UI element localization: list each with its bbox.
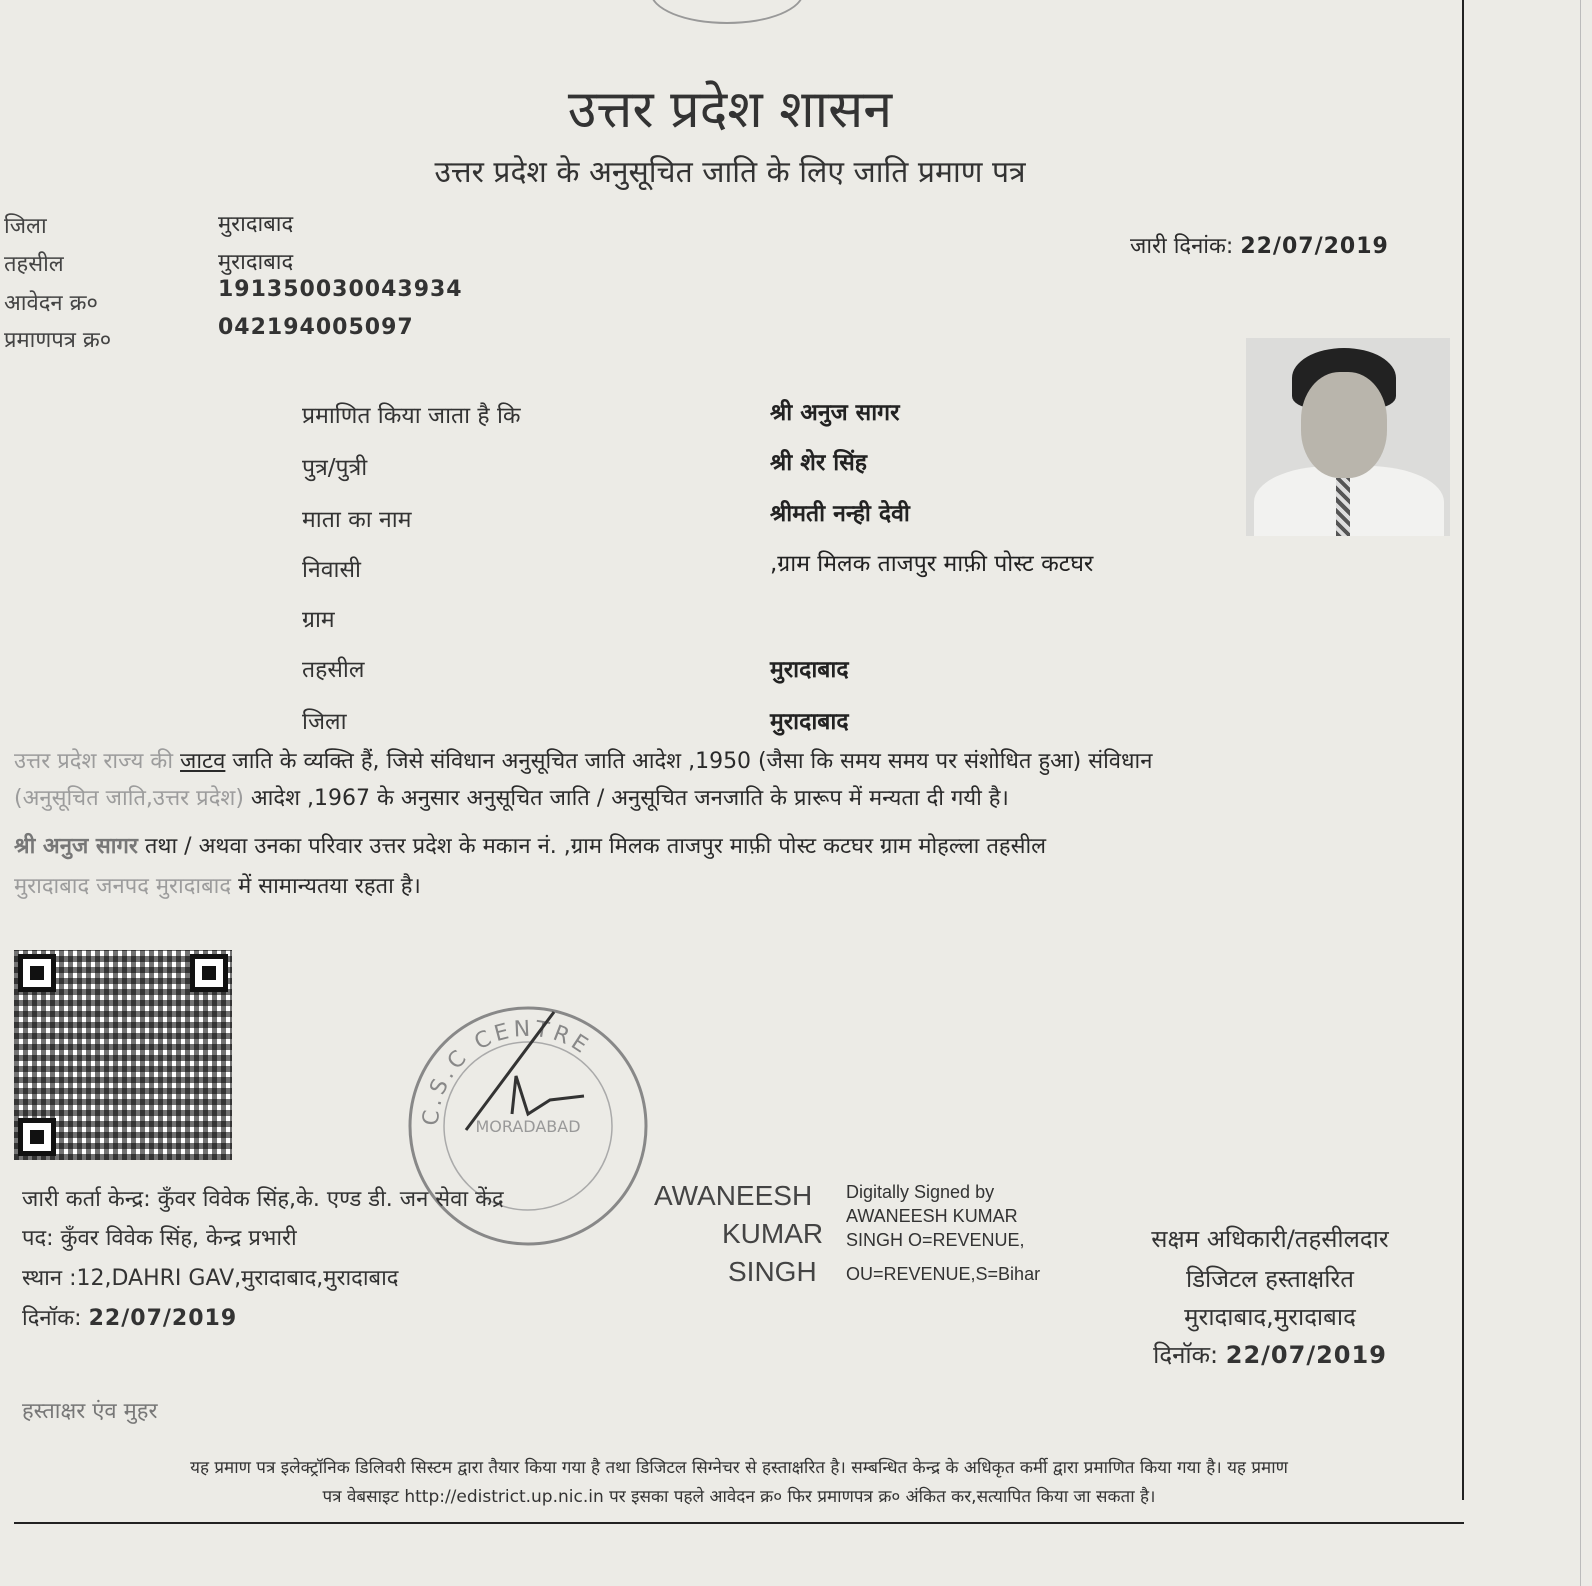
certified-name: श्री अनुज सागर <box>770 400 900 426</box>
authority-date: दिनॉक: 22/07/2019 <box>1153 1341 1387 1369</box>
village-label: ग्राम <box>302 607 335 633</box>
issuer-date: दिनॉक: 22/07/2019 <box>22 1306 238 1331</box>
signature-detail-2: AWANEESH KUMAR <box>846 1206 1018 1226</box>
issuer-place: स्थान :12,DAHRI GAV,मुरादाबाद,मुरादाबाद <box>22 1266 399 1291</box>
caste-name: जाटव <box>180 749 226 774</box>
application-no-value: 191350030043934 <box>218 277 463 302</box>
child-of-label: पुत्र/पुत्री <box>302 455 368 481</box>
document-subtitle: उत्तर प्रदेश के अनुसूचित जाति के लिए जाति प्रमाण पत्र <box>434 155 1026 190</box>
signature-and-stamp: हस्ताक्षर एंव मुहर <box>22 1399 158 1424</box>
applicant-photo <box>1246 338 1450 536</box>
mother-label: माता का नाम <box>302 507 412 533</box>
field-district-value: मुरादाबाद <box>770 709 849 735</box>
signer-name-1: AWANEESH <box>654 1180 813 1211</box>
resident-value: ,ग्राम मिलक ताजपुर माफ़ी पोस्ट कटघर <box>770 551 1094 577</box>
footer-line-2: पत्र वेबसाइट http://edistrict.up.nic.in पर इसका पहले आवेदन क्र० फिर प्रमाणपत्र क्र० अंकित कर,सत्यापित किया जा सकता है। <box>322 1487 1156 1507</box>
declaration-line-2: (अनुसूचित जाति,उत्तर प्रदेश) आदेश ,1967 के अनुसार अनुसूचित जाति / अनुसूचित जनजाति के प्रारूप में मन्यता दी गयी है। <box>14 786 1009 811</box>
signer-name-2: KUMAR <box>722 1218 824 1249</box>
authority-digital: डिजिटल हस्ताक्षरित <box>1186 1265 1354 1293</box>
svg-text:C.S.C CENTRE: C.S.C CENTRE <box>418 1016 596 1127</box>
qr-code <box>14 950 232 1160</box>
declaration-line-3: श्री अनुज सागर तथा / अथवा उनका परिवार उत्तर प्रदेश के मकान नं. ,ग्राम मिलक ताजपुर माफ़ी पोस्ट कटघर ग्राम मोहल्ला तहसील <box>14 834 1047 859</box>
issue-date <box>1130 230 1389 260</box>
signature-detail-4: OU=REVENUE,S=Bihar <box>846 1264 1041 1284</box>
seal-inner-text: MORADABAD <box>475 1117 581 1136</box>
declaration-line-4: मुरादाबाद जनपद मुरादाबाद में सामान्यतया रहता है। <box>14 874 421 899</box>
declaration-line-1: उत्तर प्रदेश राज्य की जाटव जाति के व्यक्ति हैं, जिसे संविधान अनुसूचित जाति आदेश ,1950 (जैसा कि समय समय पर संशोधित हुआ) संविधान <box>14 749 1153 774</box>
authority-title: सक्षम अधिकारी/तहसीलदार <box>1151 1225 1389 1253</box>
border-bottom <box>14 1522 1464 1524</box>
certificate-no-value: 042194005097 <box>218 315 414 340</box>
mother-name: श्रीमती नन्ही देवी <box>770 501 910 527</box>
issue-date-label: जारी दिनांक: <box>1130 234 1234 259</box>
certificate-no-label: प्रमाणपत्र क्र० <box>4 328 112 353</box>
issue-date-value: 22/07/2019 <box>1240 234 1389 259</box>
signature-detail-1: Digitally Signed by <box>846 1182 995 1202</box>
resident-label: निवासी <box>302 557 361 583</box>
issuer-center: जारी कर्ता केन्द्र: कुँवर विवेक सिंह,के. एण्ड डी. जन सेवा केंद्र <box>22 1187 504 1212</box>
issuer-post: पद: कुँवर विवेक सिंह, केन्द्र प्रभारी <box>22 1226 297 1251</box>
certified-label: प्रमाणित किया जाता है कि <box>302 403 521 429</box>
field-tehsil-value: मुरादाबाद <box>770 657 849 683</box>
field-district-label: जिला <box>302 709 347 735</box>
father-name: श्री शेर सिंह <box>770 450 868 476</box>
authority-place: मुरादाबाद,मुरादाबाद <box>1184 1303 1356 1331</box>
tehsil-value: मुरादाबाद <box>218 250 294 275</box>
application-no-label: आवेदन क्र० <box>4 291 98 316</box>
district-label: जिला <box>4 214 47 239</box>
top-seal-fragment <box>650 0 804 24</box>
district-value: मुरादाबाद <box>218 212 294 237</box>
signature-detail-3: SINGH O=REVENUE, <box>846 1230 1025 1250</box>
field-tehsil-label: तहसील <box>302 657 365 683</box>
tehsil-label: तहसील <box>4 252 64 277</box>
scan-edge <box>1580 0 1581 1586</box>
footer-line-1: यह प्रमाण पत्र इलेक्ट्रॉनिक डिलिवरी सिस्टम द्वारा तैयार किया गया है तथा डिजिटल सिग्नेचर से हस्ताक्षरित है। सम्बन्धित केन्द्र के अधिकृत कर्मी द्वारा प्रमाणित किया गया है। यह प्रमाण <box>190 1458 1288 1478</box>
signer-name-3: SINGH <box>728 1256 817 1287</box>
document-title: उत्तर प्रदेश शासन <box>567 80 893 140</box>
